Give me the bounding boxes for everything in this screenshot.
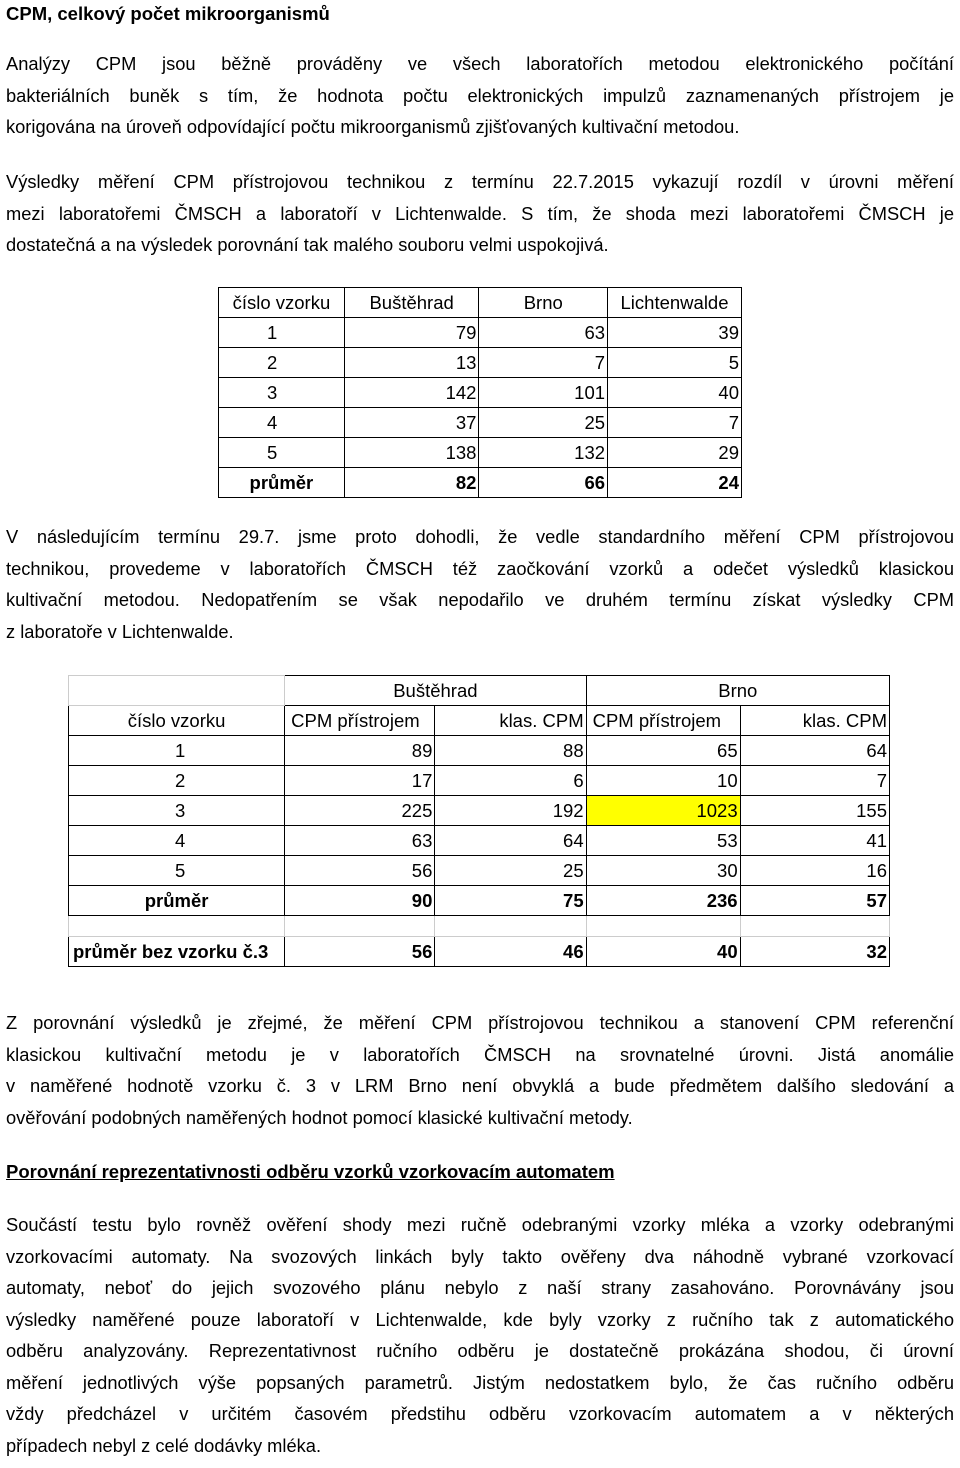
table-cell: 17 <box>285 766 435 796</box>
table-cell-empty <box>740 916 889 937</box>
table-cell: 56 <box>285 856 435 886</box>
table-cell: 90 <box>285 886 435 916</box>
table-row <box>69 736 890 766</box>
table-cell: 225 <box>285 796 435 826</box>
table-cell: 7 <box>608 408 742 438</box>
table-cell: 64 <box>435 826 586 856</box>
text-line: vždy předcházel v určitém časovém předstihu odběru vzorkovacím automatem a v některých <box>6 1403 954 1424</box>
table-cell: 6 <box>435 766 586 796</box>
table-cell: 75 <box>435 886 586 916</box>
table-cell-empty <box>435 916 586 937</box>
text-line: mezi laboratořemi ČMSCH a laboratoří v Lichtenwalde. S tím, že shoda mezi laboratořemi ČMSCH je <box>6 202 954 224</box>
table-spacer-row <box>69 916 890 937</box>
table-row <box>219 408 742 438</box>
text-line: odběru analyzovány. Reprezentativnost ručního odběru je dostatečně prokázána shodou, či úrovní <box>6 1340 954 1361</box>
table-cell: 63 <box>479 318 608 348</box>
table-cell: 63 <box>285 826 435 856</box>
table-cell: 24 <box>608 468 742 498</box>
section-heading: Porovnání reprezentativnosti odběru vzorků vzorkovacím automatem <box>6 1161 615 1182</box>
table-cell: 32 <box>740 937 889 967</box>
table-row <box>69 766 890 796</box>
table-cell: 40 <box>586 937 740 967</box>
table-cell: 79 <box>344 318 479 348</box>
table-cell: 1 <box>219 318 345 348</box>
table-row <box>219 438 742 468</box>
text-line: Výsledky měření CPM přístrojovou technikou z termínu 22.7.2015 vykazují rozdíl v úrovni měření <box>6 171 954 192</box>
table-row <box>69 826 890 856</box>
table-cell: 132 <box>479 438 608 468</box>
table-cell: 142 <box>344 378 479 408</box>
text-line: vzorkovacími automaty. Na svozových linkách byly takto ověřeny dva náhodně vybrané vzorkovací <box>6 1245 954 1267</box>
paragraph-sampling <box>6 1209 954 1461</box>
text-line: Analýzy CPM jsou běžně prováděny ve všech laboratořích metodou elektronického počítání <box>6 53 954 74</box>
table-header-row <box>69 706 890 736</box>
table-cell: 25 <box>479 408 608 438</box>
text-line: V následujícím termínu 29.7. jsme proto dohodli, že vedle standardního měření CPM přístrojovou <box>6 526 954 547</box>
table-cell: 57 <box>740 886 889 916</box>
table-cell-empty <box>69 916 285 937</box>
table-row <box>69 856 890 886</box>
text-line: případech nebyl z celé dodávky mléka. <box>6 1434 322 1456</box>
highlighted-anomaly-cell: 1023 <box>586 796 740 826</box>
text-line: Z porovnání výsledků je zřejmé, že měření CPM přístrojovou technikou a stanovení CPM referenční <box>6 1012 954 1033</box>
table-cell: 25 <box>435 856 586 886</box>
table-cell: 4 <box>69 826 285 856</box>
table-cell: 64 <box>740 736 889 766</box>
table-cell-empty <box>69 676 285 706</box>
paragraph-next-term <box>6 521 954 647</box>
table-cell: 40 <box>608 378 742 408</box>
table-cell: 37 <box>344 408 479 438</box>
table-cell: 138 <box>344 438 479 468</box>
table-row <box>219 378 742 408</box>
cpm-lab-comparison-table <box>218 287 742 498</box>
paragraph-results <box>6 166 954 261</box>
table-group-header-row <box>69 676 890 706</box>
table-cell: 30 <box>586 856 740 886</box>
text-line: korigována na úroveň odpovídající počtu mikroorganismů zjišťovaných kultivační metodou. <box>6 116 740 137</box>
table-cell: 65 <box>586 736 740 766</box>
column-group-header: Brno <box>586 676 889 706</box>
text-line: bakteriálních buněk s tím, že hodnota počtu elektronických impulzů zaznamenaných přístrojem je <box>6 84 954 106</box>
table-cell: 89 <box>285 736 435 766</box>
table-cell: 39 <box>608 318 742 348</box>
column-header: klas. CPM <box>740 706 889 736</box>
text-line: klasickou kultivační metodu je v laboratořích ČMSCH na srovnatelné úrovni. Jistá anomálie <box>6 1043 954 1065</box>
table-cell: 41 <box>740 826 889 856</box>
cpm-method-comparison-table <box>68 675 890 967</box>
table-average-excluding-row <box>69 937 890 967</box>
table-average-row <box>69 886 890 916</box>
column-header: číslo vzorku <box>219 288 345 318</box>
text-line: v naměřené hodnotě vzorku č. 3 v LRM Brno není obvyklá a bude předmětem dalšího sledování a <box>6 1075 954 1096</box>
table-cell: 46 <box>435 937 586 967</box>
text-line: výsledky naměřené pouze laboratoří v Lichtenwalde, kde byly vzorky z ručního tak z automatického <box>6 1308 954 1330</box>
column-header: Lichtenwalde <box>608 288 742 318</box>
table-cell: 13 <box>344 348 479 378</box>
table-cell: 66 <box>479 468 608 498</box>
table-cell: 7 <box>740 766 889 796</box>
table-cell: 2 <box>69 766 285 796</box>
table-cell-empty <box>586 916 740 937</box>
paragraph-cpm-intro <box>6 48 954 143</box>
table-cell: průměr <box>69 886 285 916</box>
table-cell: 236 <box>586 886 740 916</box>
table-cell: 5 <box>69 856 285 886</box>
table-cell: 88 <box>435 736 586 766</box>
table-cell: 3 <box>69 796 285 826</box>
table-row <box>69 796 890 826</box>
text-line: ověřování podobných naměřených hodnot pomocí klasické kultivační metody. <box>6 1106 633 1128</box>
text-line: technikou, provedeme v laboratořích ČMSCH též zaočkování vzorků a odečet výsledků klasickou <box>6 557 954 579</box>
table-row <box>219 348 742 378</box>
text-line: měření jednotlivých výše popsaných parametrů. Jistým nedostatkem bylo, že čas ručního odběru <box>6 1371 954 1393</box>
table-cell: 101 <box>479 378 608 408</box>
table-average-row <box>219 468 742 498</box>
table-cell: 192 <box>435 796 586 826</box>
table-cell: 10 <box>586 766 740 796</box>
table-cell: 7 <box>479 348 608 378</box>
table-cell: 82 <box>344 468 479 498</box>
table-cell: 5 <box>608 348 742 378</box>
table-cell-empty <box>285 916 435 937</box>
column-header: číslo vzorku <box>69 706 285 736</box>
table-header-row <box>219 288 742 318</box>
table-cell: 16 <box>740 856 889 886</box>
column-header: klas. CPM <box>435 706 586 736</box>
table-cell: 29 <box>608 438 742 468</box>
column-group-header: Buštěhrad <box>285 676 586 706</box>
table-cell: 5 <box>219 438 345 468</box>
column-header: Buštěhrad <box>344 288 479 318</box>
table-cell: průměr bez vzorku č.3 <box>69 937 285 967</box>
column-header: Brno <box>479 288 608 318</box>
text-line: automaty, neboť do jejich svozového plánu nebylo z naší strany zasahováno. Porovnávány jsou <box>6 1277 954 1298</box>
table-cell: 2 <box>219 348 345 378</box>
table-cell: 4 <box>219 408 345 438</box>
column-header: CPM přístrojem <box>586 706 740 736</box>
table-cell: průměr <box>219 468 345 498</box>
table-cell: 53 <box>586 826 740 856</box>
text-line: kultivační metodou. Nedopatřením se však nepodařilo ve druhém termínu získat výsledky CPM <box>6 589 954 610</box>
table-cell: 3 <box>219 378 345 408</box>
table-cell: 155 <box>740 796 889 826</box>
text-line: dostatečná a na výsledek porovnání tak malého souboru velmi uspokojivá. <box>6 234 609 255</box>
column-header: CPM přístrojem <box>285 706 435 736</box>
page-title: CPM, celkový počet mikroorganismů <box>6 3 330 24</box>
table-cell: 56 <box>285 937 435 967</box>
paragraph-conclusion <box>6 1007 954 1133</box>
text-line: Součástí testu bylo rovněž ověření shody mezi ručně odebranými vzorky mléka a vzorky odebranými <box>6 1214 954 1235</box>
text-line: z laboratoře v Lichtenwalde. <box>6 620 234 642</box>
table-cell: 1 <box>69 736 285 766</box>
table-row <box>219 318 742 348</box>
